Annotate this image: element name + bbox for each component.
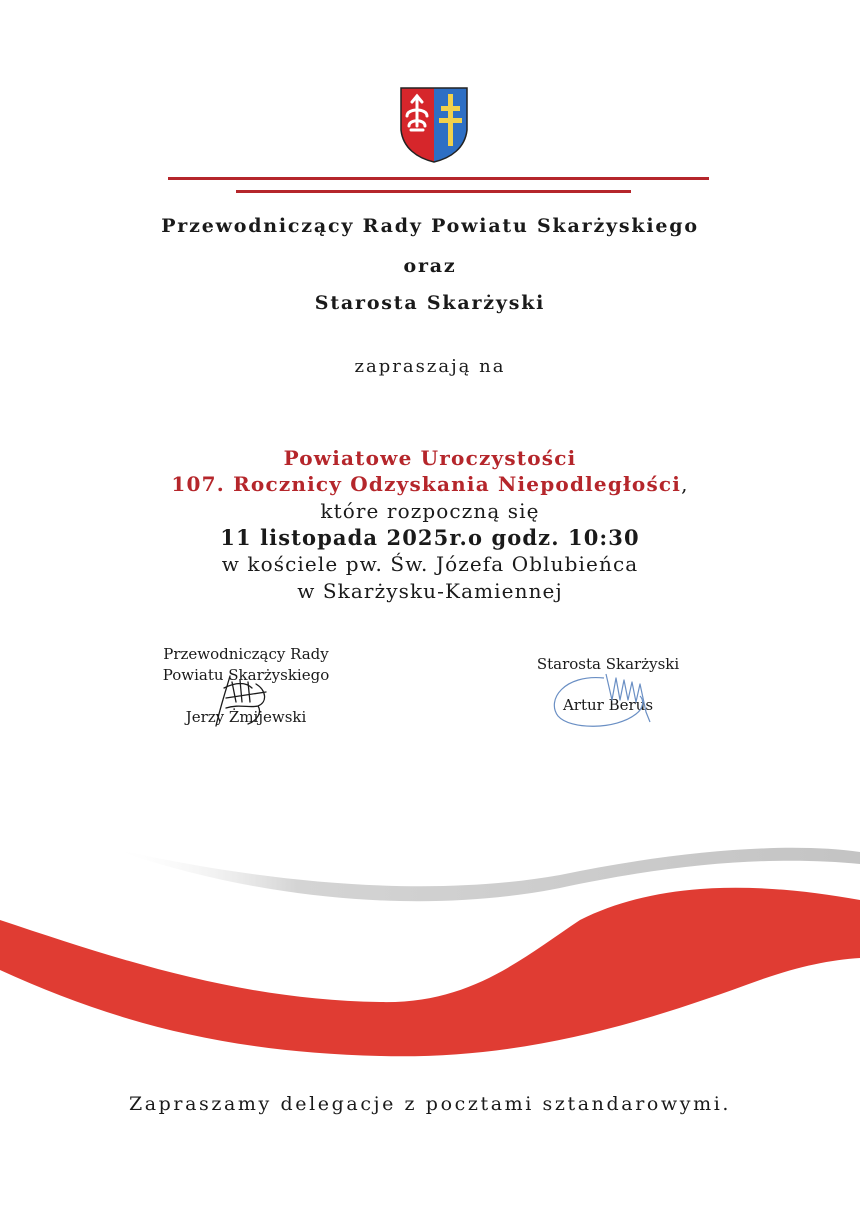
right-signatory-name: Artur Berus	[562, 696, 654, 714]
right-handwritten-signature	[544, 670, 660, 732]
event-place-line-2: w Skarżysku-Kamiennej	[297, 579, 563, 603]
event-title-comma: ,	[681, 472, 689, 496]
left-signatory-name: Jerzy Żmijewski	[185, 708, 307, 726]
invite-text: zapraszają na	[354, 356, 506, 377]
red-white-wave-decoration	[0, 820, 860, 1070]
header-line-1: Przewodniczący Rady Powiatu Skarżyskiego	[161, 215, 699, 237]
footer-note: Zapraszamy delegacje z pocztami sztandarowymi.	[128, 1093, 732, 1115]
right-signatory-role: Starosta Skarżyski	[536, 655, 680, 673]
event-start-text: które rozpoczną się	[320, 499, 540, 523]
header-line-2: oraz	[403, 255, 457, 277]
event-place-line-1: w kościele pw. Św. Józefa Oblubieńca	[221, 552, 639, 576]
left-signatory-role-line-2: Powiatu Skarżyskiego	[162, 666, 330, 684]
event-title-line-2: 107. Rocznicy Odzyskania Niepodległości	[171, 472, 682, 496]
coat-of-arms-logo	[399, 86, 469, 164]
left-signatory-role-line-1: Przewodniczący Rady	[163, 645, 329, 663]
left-handwritten-signature	[196, 668, 286, 732]
header-line-3: Starosta Skarżyski	[314, 292, 546, 314]
header-rule-long	[168, 177, 709, 180]
event-datetime: 11 listopada 2025r.o godz. 10:30	[220, 525, 640, 550]
header-rule-short	[236, 190, 631, 193]
event-title-line-2-wrap	[0, 472, 860, 496]
event-title-line-1: Powiatowe Uroczystości	[283, 446, 577, 470]
